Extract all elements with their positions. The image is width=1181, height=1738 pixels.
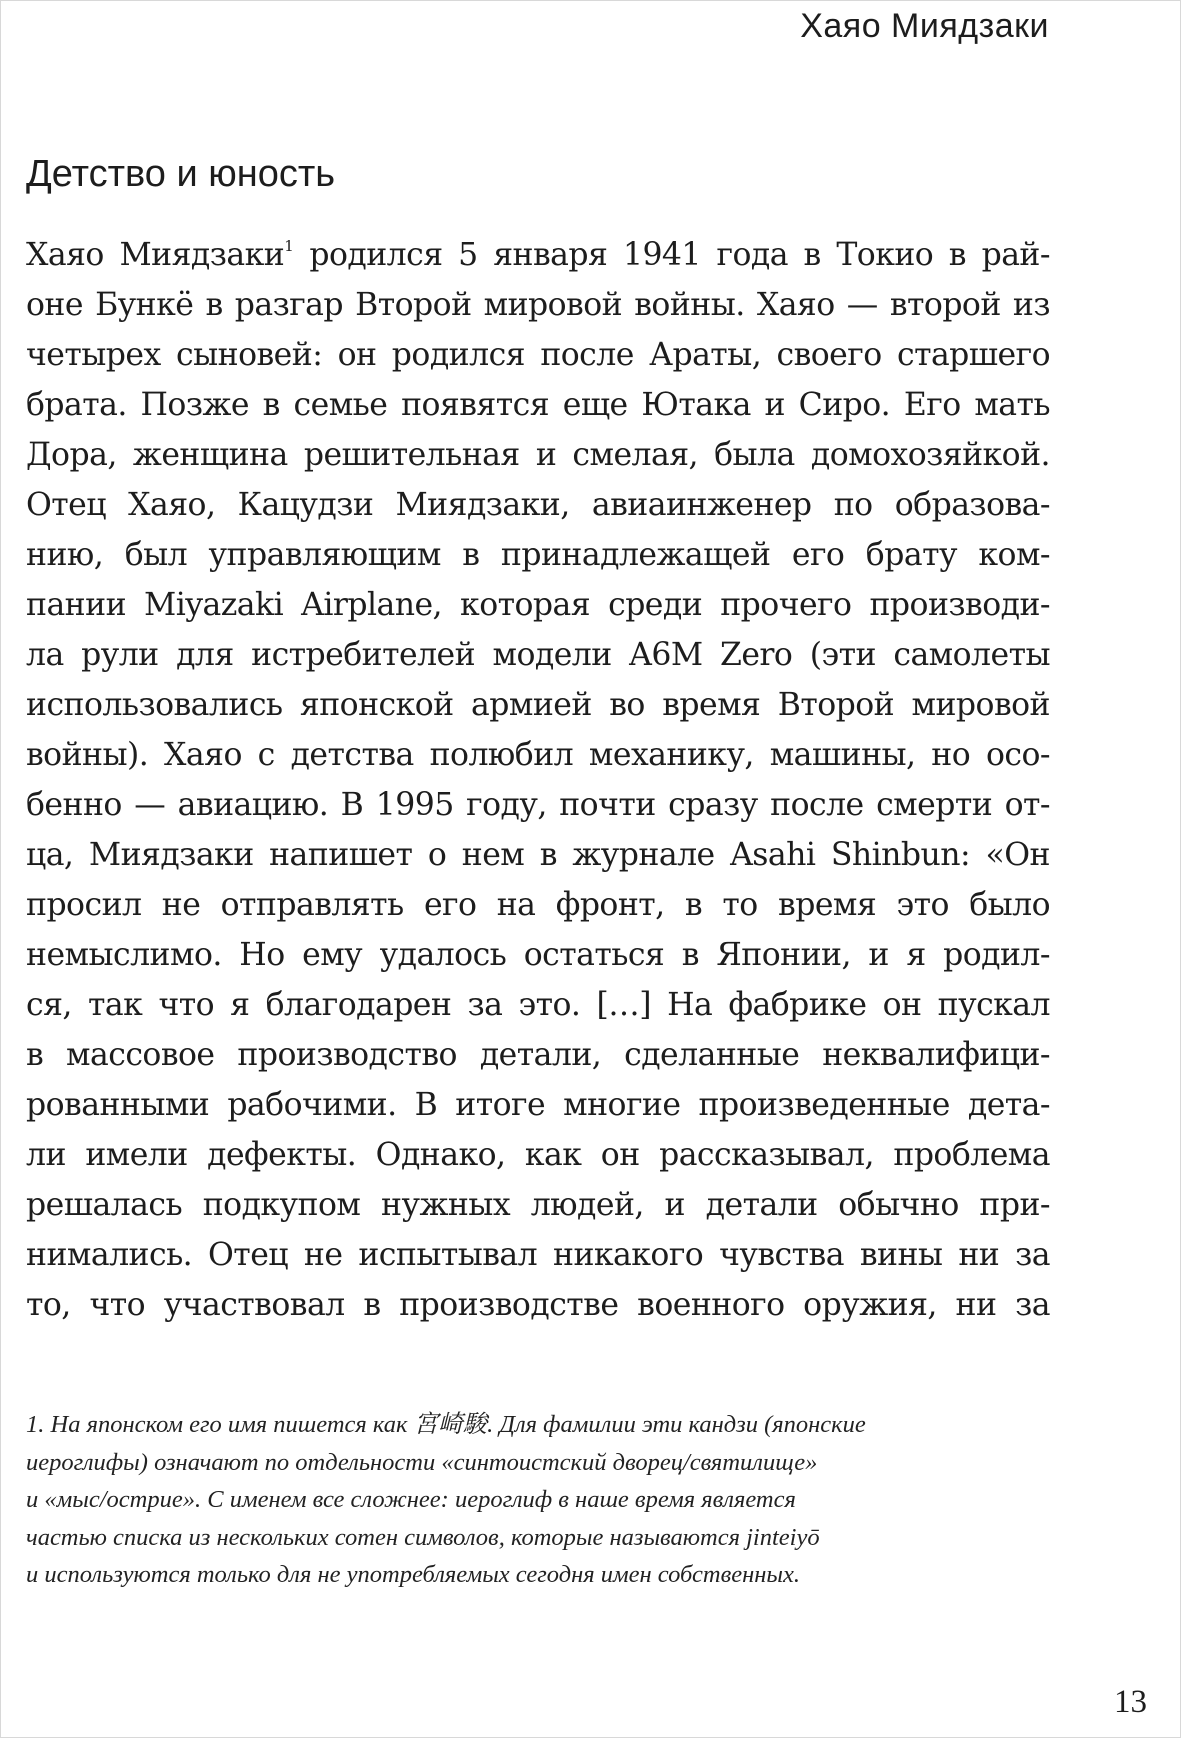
body-line: решалась подкупом нужных людей, и детали обычно при- [26, 1187, 1050, 1223]
body-line: Отец Хаяо, Кацудзи Миядзаки, авиаинженер по образова- [26, 487, 1050, 523]
body-line: бенно — авиацию. В 1995 году, почти сразу после смерти от- [26, 787, 1050, 823]
body-line: брата. Позже в семье появятся еще Ютака и Сиро. Его мать [26, 387, 1050, 423]
page-number: 13 [1114, 1684, 1147, 1720]
body-line: ся, так что я благодарен за это. […] На фабрике он пускал [26, 987, 1050, 1023]
body-line: рованными рабочими. В итоге многие произведенные дета- [26, 1087, 1050, 1123]
body-line: то, что участвовал в производстве военного оружия, ни за [26, 1287, 1050, 1323]
body-line [26, 230, 1050, 280]
body-line: пании Miyazaki Airplane, которая среди прочего производи- [26, 587, 1050, 623]
footnote-line: и «мыс/острие». С именем все сложнее: иероглиф в наше время является [26, 1486, 796, 1513]
running-head: Хаяо Миядзаки [800, 7, 1049, 45]
body-line: четырех сыновей: он родился после Араты, своего старшего [26, 337, 1050, 373]
body-text [26, 230, 1050, 1330]
body-line-rest: родился 5 января 1941 года в Токио в рай- [293, 237, 1050, 273]
body-line-start: Хаяо Миядзаки [26, 237, 285, 273]
body-line: в массовое производство детали, сделанные неквалифици- [26, 1037, 1050, 1073]
body-line: Дора, женщина решительная и смелая, была домохозяйкой. [26, 437, 1050, 473]
footnote-line: и используются только для не употребляемых сегодня имен собственных. [26, 1561, 800, 1588]
body-line: оне Бункё в разгар Второй мировой войны. Хаяо — второй из [26, 287, 1050, 323]
body-line: ла рули для истребителей модели A6M Zero (эти самолеты [26, 637, 1050, 673]
body-line: войны). Хаяо с детства полюбил механику, машины, но осо- [26, 737, 1050, 773]
footnote [26, 1406, 1026, 1594]
footnote-line: иероглифы) означают по отдельности «синтоистский дворец/святилище» [26, 1448, 818, 1476]
body-line: просил не отправлять его на фронт, в то время это было [26, 887, 1050, 923]
body-line: использовались японской армией во время Второй мировой [26, 687, 1050, 723]
footnote-line: 1. На японском его имя пишется как 宮崎駿. Для фамилии эти кандзи (японские [26, 1411, 866, 1438]
body-line: нию, был управляющим в принадлежащей его брату ком- [26, 537, 1050, 573]
body-line: немыслимо. Но ему удалось остаться в Японии, и я родил- [26, 937, 1050, 973]
section-title: Детство и юность [26, 153, 336, 195]
body-line: нимались. Отец не испытывал никакого чувства вины ни за [26, 1237, 1050, 1273]
footnote-mark: 1 [284, 237, 294, 255]
body-line: ли имели дефекты. Однако, как он рассказывал, проблема [26, 1137, 1050, 1173]
footnote-line: частью списка из нескольких сотен символов, которые называются jinteiyō [26, 1523, 820, 1551]
body-line: ца, Миядзаки напишет о нем в журнале Asahi Shinbun: «Он [26, 837, 1050, 873]
